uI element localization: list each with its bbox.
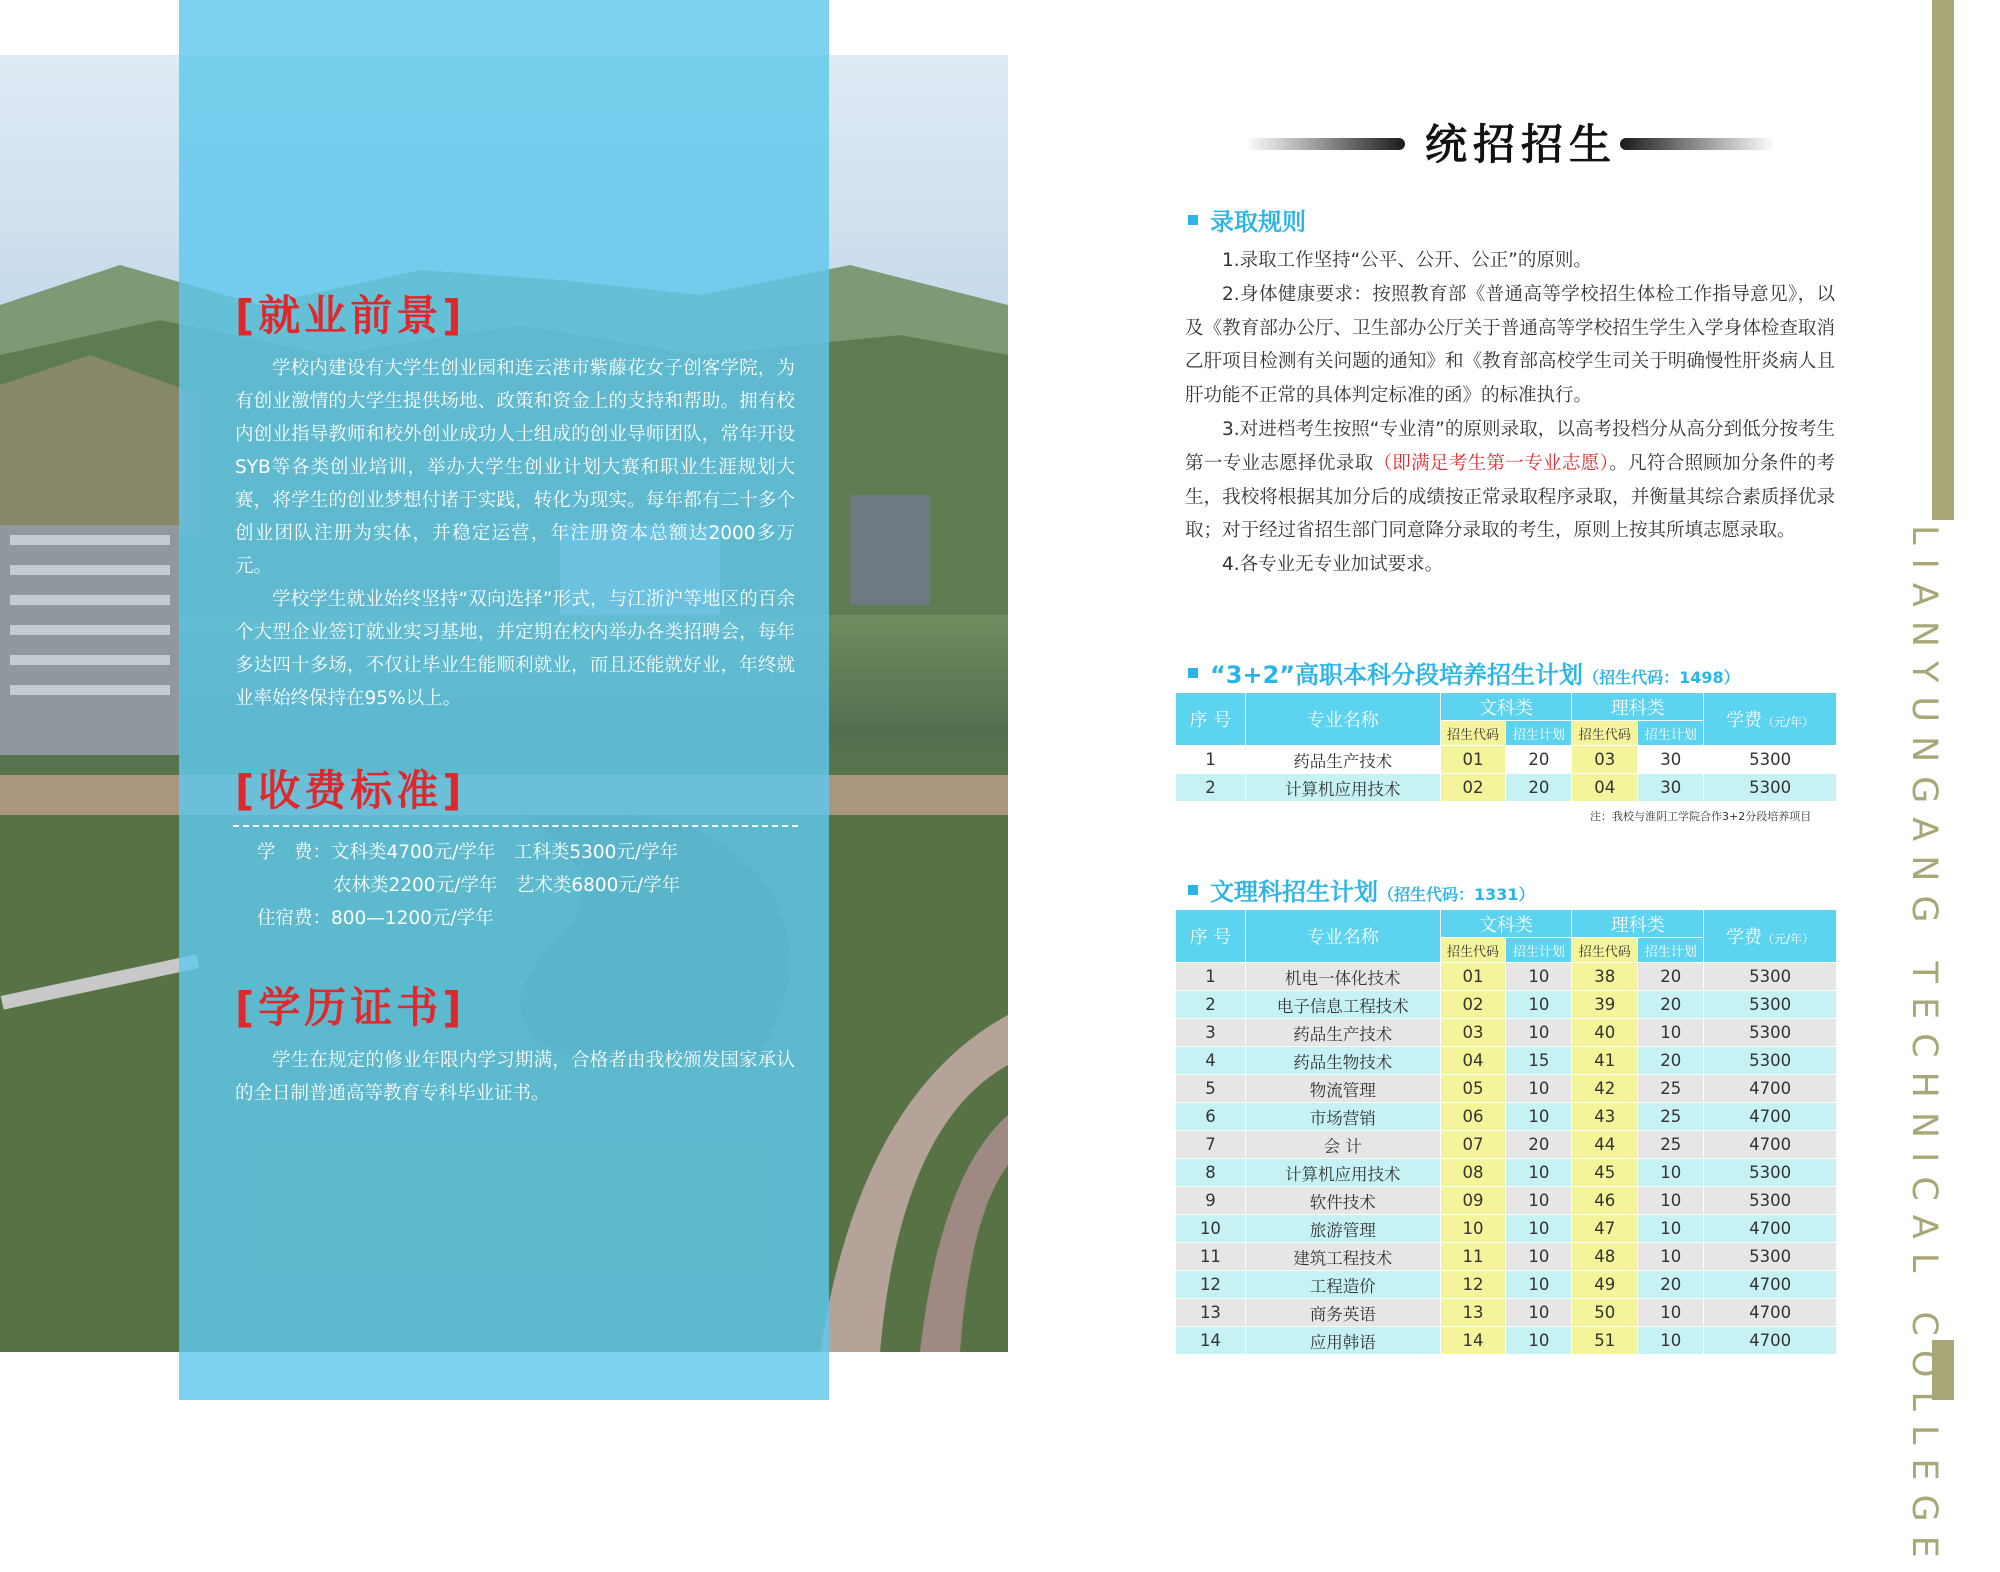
- row-science-plan: 30: [1638, 774, 1704, 802]
- employment-heading: [就业前景]: [235, 291, 466, 340]
- row-arts-plan: 15: [1506, 1047, 1572, 1075]
- row-major: 药品生产技术: [1245, 746, 1440, 774]
- row-fee: 5300: [1704, 1159, 1837, 1187]
- row-arts-plan: 20: [1506, 1131, 1572, 1159]
- row-no: 3: [1176, 1019, 1246, 1047]
- rule-3-part-b: 。凡符合照顾加分条件的考生，我校将根据其加分后的成绩按正常录取程序录取，并衡量其综合素质择优录取；对于经过省招生部门同意降分录取的考生，原则上按其所填志愿录取。: [1185, 452, 1835, 542]
- plan32-heading-text: “3+2”高职本科分段培养招生计划: [1210, 661, 1584, 689]
- page-title-block: [1245, 112, 1775, 172]
- row-science-code: 03: [1572, 746, 1638, 774]
- row-major: 建筑工程技术: [1245, 1243, 1440, 1271]
- row-arts-code: 09: [1440, 1187, 1506, 1215]
- header-arts: 文科类: [1440, 910, 1572, 938]
- header-science-plan: 招生计划: [1638, 721, 1704, 746]
- row-arts-code: 02: [1440, 991, 1506, 1019]
- row-science-plan: 20: [1638, 1271, 1704, 1299]
- row-arts-plan: 10: [1506, 1243, 1572, 1271]
- row-science-code: 45: [1572, 1159, 1638, 1187]
- row-arts-code: 01: [1440, 746, 1506, 774]
- row-no: 7: [1176, 1131, 1246, 1159]
- row-fee: 5300: [1704, 1187, 1837, 1215]
- row-no: 11: [1176, 1243, 1246, 1271]
- header-science: 理科类: [1572, 910, 1704, 938]
- square-bullet-icon: [1188, 215, 1198, 225]
- row-science-code: 04: [1572, 774, 1638, 802]
- fees-line-1: 学 费：文科类4700元/学年 工科类5300元/学年: [257, 842, 679, 863]
- row-arts-code: 14: [1440, 1327, 1506, 1355]
- rule-3-highlight: （即满足考生第一专业志愿）: [1373, 452, 1610, 474]
- header-science: 理科类: [1572, 693, 1704, 721]
- fees-heading: [收费标准]: [235, 766, 466, 815]
- table-row: [1176, 1243, 1837, 1271]
- header-science-code: 招生代码: [1572, 721, 1638, 746]
- rules-heading-text: 录取规则: [1210, 208, 1306, 236]
- row-no: 2: [1176, 774, 1246, 802]
- row-no: 10: [1176, 1215, 1246, 1243]
- row-fee: 4700: [1704, 1075, 1837, 1103]
- header-science-code: 招生代码: [1572, 938, 1638, 963]
- row-major: 物流管理: [1245, 1075, 1440, 1103]
- plan-general-heading: [1188, 872, 1535, 907]
- row-fee: 5300: [1704, 991, 1837, 1019]
- row-science-code: 40: [1572, 1019, 1638, 1047]
- table-row: [1176, 1187, 1837, 1215]
- table-row: [1176, 1047, 1837, 1075]
- row-no: 9: [1176, 1187, 1246, 1215]
- rule-4: 4.各专业无专业加试要求。: [1222, 554, 1444, 576]
- header-science-plan: 招生计划: [1638, 938, 1704, 963]
- row-science-plan: 10: [1638, 1215, 1704, 1243]
- row-science-plan: 10: [1638, 1243, 1704, 1271]
- diploma-text: [235, 1044, 795, 1110]
- header-arts-code: 招生代码: [1440, 938, 1506, 963]
- row-arts-code: 06: [1440, 1103, 1506, 1131]
- row-major: 药品生产技术: [1245, 1019, 1440, 1047]
- header-arts-code: 招生代码: [1440, 721, 1506, 746]
- table-row: [1176, 1075, 1837, 1103]
- header-major: 专业名称: [1245, 693, 1440, 746]
- rule-2: 2.身体健康要求：按照教育部《普通高等学校招生体检工作指导意见》，以及《教育部办公厅、卫生部办公厅关于普通高等学校招生学生入学身体检查取消乙肝项目检测有关问题的通知》和《教育部高校学生司关于明确慢性肝炎病人且肝功能不正常的具体判定标准的函》的标准执行。: [1185, 283, 1835, 407]
- row-science-plan: 10: [1638, 1187, 1704, 1215]
- plan-general-heading-text: 文理科招生计划: [1210, 878, 1378, 906]
- header-no: 序 号: [1176, 693, 1246, 746]
- header-arts-plan: 招生计划: [1506, 721, 1572, 746]
- header-fee: [1704, 910, 1837, 963]
- admission-rules: [1185, 244, 1835, 582]
- employment-paragraph-1: 学校内建设有大学生创业园和连云港市紫藤花女子创客学院，为有创业激情的大学生提供场地、政策和资金上的支持和帮助。拥有校内创业指导教师和校外创业成功人士组成的创业导师团队，常年开设SYB等各类创业培训，举办大学生创业计划大赛和职业生涯规划大赛，将学生的创业梦想付诸于实践，转化为现实。每年都有二十多个创业团队注册为实体，并稳定运营，年注册资本总额达2000多万元。: [235, 358, 795, 577]
- table-row: [1176, 1215, 1837, 1243]
- row-fee: 5300: [1704, 963, 1837, 991]
- header-fee-label: 学费: [1726, 927, 1763, 948]
- rule-1: 1.录取工作坚持“公平、公开、公正”的原则。: [1222, 250, 1592, 271]
- row-fee: 5300: [1704, 774, 1837, 802]
- plan-general-code: （招生代码：1331）: [1378, 885, 1535, 904]
- row-arts-code: 01: [1440, 963, 1506, 991]
- table-row: [1176, 746, 1837, 774]
- table-row: [1176, 1103, 1837, 1131]
- title-bar-right: [1620, 138, 1775, 150]
- table-row: [1176, 1131, 1837, 1159]
- row-major: 计算机应用技术: [1245, 1159, 1440, 1187]
- table-row: [1176, 1159, 1837, 1187]
- rules-heading: [1188, 202, 1306, 237]
- row-arts-code: 07: [1440, 1131, 1506, 1159]
- row-science-code: 46: [1572, 1187, 1638, 1215]
- row-major: 商务英语: [1245, 1299, 1440, 1327]
- rule-3-part-a: 3.对进档考生按照“专业清”的原则录取，以高考投档分从高分到低分按考生第一专业志愿择优录取: [1185, 418, 1835, 474]
- table-row: [1176, 1299, 1837, 1327]
- row-fee: 5300: [1704, 1243, 1837, 1271]
- row-fee: 4700: [1704, 1271, 1837, 1299]
- row-arts-plan: 10: [1506, 991, 1572, 1019]
- row-major: 旅游管理: [1245, 1215, 1440, 1243]
- plan32-code: （招生代码：1498）: [1583, 668, 1740, 687]
- row-science-code: 51: [1572, 1327, 1638, 1355]
- row-arts-plan: 20: [1506, 774, 1572, 802]
- row-major: 软件技术: [1245, 1187, 1440, 1215]
- header-arts-plan: 招生计划: [1506, 938, 1572, 963]
- row-arts-plan: 10: [1506, 1103, 1572, 1131]
- row-arts-code: 05: [1440, 1075, 1506, 1103]
- row-science-code: 44: [1572, 1131, 1638, 1159]
- row-science-plan: 25: [1638, 1075, 1704, 1103]
- row-major: 药品生物技术: [1245, 1047, 1440, 1075]
- row-fee: 4700: [1704, 1299, 1837, 1327]
- row-no: 2: [1176, 991, 1246, 1019]
- header-major: 专业名称: [1245, 910, 1440, 963]
- square-bullet-icon: [1188, 885, 1198, 895]
- row-no: 8: [1176, 1159, 1246, 1187]
- row-no: 12: [1176, 1271, 1246, 1299]
- row-arts-plan: 10: [1506, 1271, 1572, 1299]
- fees-line-3: 住宿费：800—1200元/学年: [257, 908, 494, 929]
- fees-line-2: 农林类2200元/学年 艺术类6800元/学年: [333, 875, 681, 896]
- row-science-code: 42: [1572, 1075, 1638, 1103]
- diploma-heading: [学历证书]: [235, 983, 466, 1032]
- row-major: 应用韩语: [1245, 1327, 1440, 1355]
- row-arts-plan: 10: [1506, 1299, 1572, 1327]
- row-arts-plan: 10: [1506, 1075, 1572, 1103]
- row-science-plan: 20: [1638, 1047, 1704, 1075]
- row-science-plan: 10: [1638, 1299, 1704, 1327]
- row-arts-code: 10: [1440, 1215, 1506, 1243]
- rule-3: [1185, 413, 1835, 548]
- row-arts-plan: 10: [1506, 1019, 1572, 1047]
- row-arts-code: 13: [1440, 1299, 1506, 1327]
- row-no: 6: [1176, 1103, 1246, 1131]
- row-major: 市场营销: [1245, 1103, 1440, 1131]
- table-row: [1176, 991, 1837, 1019]
- row-arts-code: 08: [1440, 1159, 1506, 1187]
- row-arts-code: 12: [1440, 1271, 1506, 1299]
- row-science-plan: 10: [1638, 1019, 1704, 1047]
- fees-divider: [233, 825, 798, 827]
- row-fee: 5300: [1704, 1019, 1837, 1047]
- diploma-paragraph: 学生在规定的修业年限内学习期满，合格者由我校颁发国家承认的全日制普通高等教育专科毕业证书。: [235, 1050, 795, 1104]
- row-no: 4: [1176, 1047, 1246, 1075]
- employment-text: [235, 352, 795, 715]
- row-no: 13: [1176, 1299, 1246, 1327]
- row-arts-plan: 10: [1506, 1215, 1572, 1243]
- row-fee: 4700: [1704, 1327, 1837, 1355]
- row-fee: 5300: [1704, 746, 1837, 774]
- row-major: 机电一体化技术: [1245, 963, 1440, 991]
- table-row: [1176, 1327, 1837, 1355]
- row-science-code: 48: [1572, 1243, 1638, 1271]
- row-major: 会 计: [1245, 1131, 1440, 1159]
- row-fee: 5300: [1704, 1047, 1837, 1075]
- row-science-code: 50: [1572, 1299, 1638, 1327]
- row-arts-code: 04: [1440, 1047, 1506, 1075]
- plan32-note: 注：我校与淮阴工学院合作3+2分段培养项目: [1590, 810, 1812, 823]
- row-arts-plan: 10: [1506, 1187, 1572, 1215]
- plan-general-table: [1175, 909, 1837, 1355]
- header-arts: 文科类: [1440, 693, 1572, 721]
- table-row: [1176, 1271, 1837, 1299]
- row-science-plan: 25: [1638, 1103, 1704, 1131]
- row-science-plan: 25: [1638, 1131, 1704, 1159]
- row-fee: 4700: [1704, 1215, 1837, 1243]
- header-fee-label: 学费: [1726, 710, 1763, 731]
- table-row: [1176, 1019, 1837, 1047]
- row-no: 14: [1176, 1327, 1246, 1355]
- row-major: 工程造价: [1245, 1271, 1440, 1299]
- row-science-plan: 10: [1638, 1327, 1704, 1355]
- college-name-vertical: LIANYUNGANG TECHNICAL COLLEGE: [1904, 525, 1944, 1572]
- row-science-plan: 20: [1638, 991, 1704, 1019]
- row-arts-code: 11: [1440, 1243, 1506, 1271]
- row-major: 计算机应用技术: [1245, 774, 1440, 802]
- square-bullet-icon: [1188, 668, 1198, 678]
- title-bar-left: [1245, 138, 1405, 150]
- employment-paragraph-2: 学校学生就业始终坚持“双向选择”形式，与江浙沪等地区的百余个大型企业签订就业实习基地，并定期在校内举办各类招聘会，每年多达四十多场，不仅让毕业生能顺利就业，而且还能就好业，年终就业率始终保持在95%以上。: [235, 589, 795, 709]
- plan32-heading: [1188, 655, 1740, 690]
- row-science-code: 38: [1572, 963, 1638, 991]
- plan32-table: [1175, 692, 1837, 802]
- row-arts-plan: 20: [1506, 746, 1572, 774]
- row-arts-plan: 10: [1506, 963, 1572, 991]
- row-arts-code: 03: [1440, 1019, 1506, 1047]
- row-arts-code: 02: [1440, 774, 1506, 802]
- row-science-code: 39: [1572, 991, 1638, 1019]
- row-arts-plan: 10: [1506, 1327, 1572, 1355]
- row-science-code: 47: [1572, 1215, 1638, 1243]
- row-major: 电子信息工程技术: [1245, 991, 1440, 1019]
- row-arts-plan: 10: [1506, 1159, 1572, 1187]
- table-row: [1176, 963, 1837, 991]
- page-title: 统招招生: [1425, 120, 1618, 169]
- row-science-plan: 30: [1638, 746, 1704, 774]
- row-no: 5: [1176, 1075, 1246, 1103]
- table-row: [1176, 774, 1837, 802]
- row-fee: 4700: [1704, 1131, 1837, 1159]
- row-science-plan: 20: [1638, 963, 1704, 991]
- row-science-code: 43: [1572, 1103, 1638, 1131]
- row-science-code: 41: [1572, 1047, 1638, 1075]
- row-fee: 4700: [1704, 1103, 1837, 1131]
- header-fee-unit: （元/年）: [1762, 932, 1815, 946]
- header-fee-unit: （元/年）: [1762, 715, 1815, 729]
- header-fee: [1704, 693, 1837, 746]
- row-no: 1: [1176, 746, 1246, 774]
- header-no: 序 号: [1176, 910, 1246, 963]
- row-science-code: 49: [1572, 1271, 1638, 1299]
- row-no: 1: [1176, 963, 1246, 991]
- row-science-plan: 10: [1638, 1159, 1704, 1187]
